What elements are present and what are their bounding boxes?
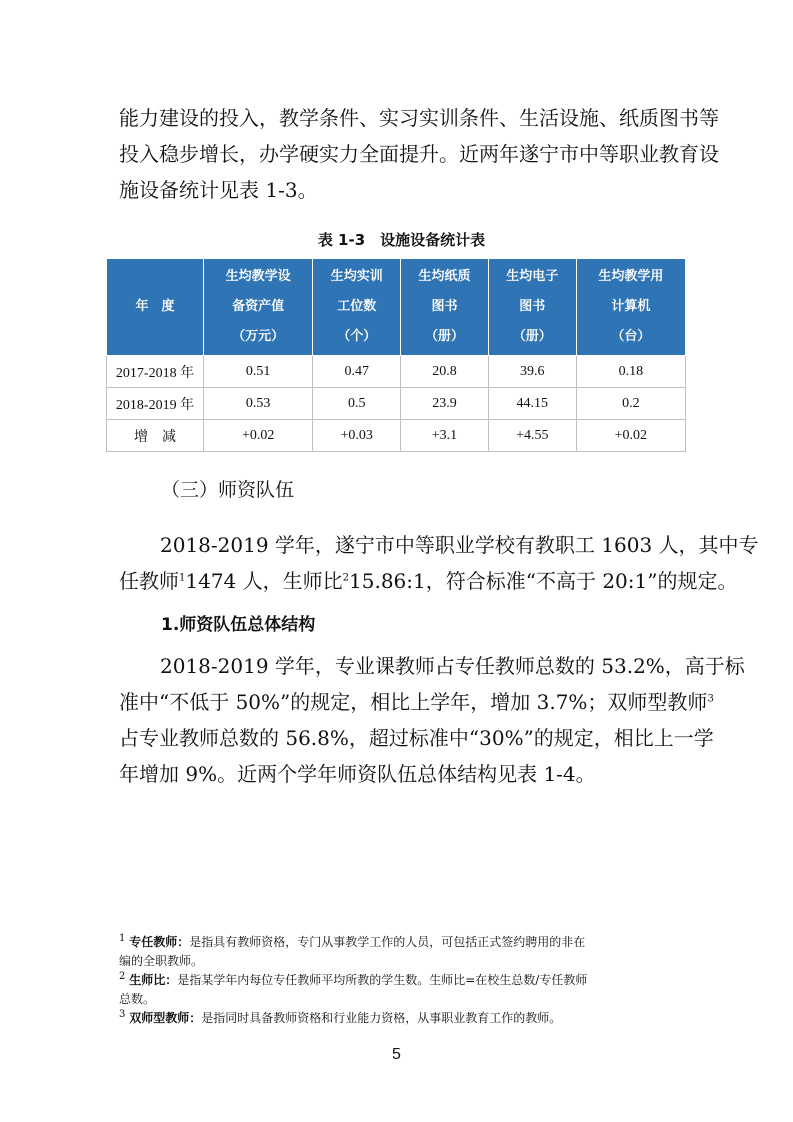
- intro-line: 投入稳步增长，办学硬实力全面提升。近两年遂宁市中等职业教育设: [119, 142, 719, 166]
- footnote-mark: 3: [119, 1009, 126, 1020]
- intro-line: 能力建设的投入，教学条件、实习实训条件、生活设施、纸质图书等: [119, 106, 719, 130]
- footnote: [119, 1009, 699, 1028]
- paragraph-line: 2018-2019 学年，专业课教师占专任教师总数的 53.2%，高于标: [160, 654, 745, 678]
- table-cell: 2018-2019 年: [107, 388, 204, 420]
- header-training-stations: [313, 259, 401, 356]
- table-cell: 20.8: [401, 356, 489, 388]
- text-run: 1474 人，生师比: [185, 569, 343, 593]
- table-cell: +4.55: [488, 420, 576, 452]
- footnote-term: 专任教师：: [129, 935, 190, 949]
- paragraph-line: [119, 684, 714, 720]
- header-line: 年 度: [135, 299, 175, 314]
- footnote-text: 是指某学年内每位专任教师平均所教的学生数。生师比=在校生总数/专任教师: [177, 973, 588, 987]
- header-line: 生均电子: [506, 269, 559, 284]
- header-line: 图书: [431, 299, 458, 314]
- table-caption: 表 1-3 设施设备统计表: [317, 231, 486, 249]
- header-line: 图书: [519, 299, 546, 314]
- footnote-text: 是指同时具备教师资格和行业能力资格，从事职业教育工作的教师。: [201, 1011, 562, 1025]
- subheading: 1.师资队伍总体结构: [161, 615, 316, 635]
- table-cell: 0.51: [204, 356, 313, 388]
- table-cell: 0.2: [576, 388, 685, 420]
- table-cell: 0.18: [576, 356, 685, 388]
- paragraph-line: 年增加 9%。近两个学年师资队伍总体结构见表 1-4。: [119, 762, 596, 786]
- text-run: 任教师: [119, 569, 179, 593]
- intro-line: 施设备统计见表 1-3。: [119, 178, 318, 202]
- text-run: 准中“不低于 50%”的规定，相比上学年，增加 3.7%；双师型教师: [119, 690, 708, 714]
- section-heading: （三）师资队伍: [161, 479, 295, 501]
- text-run: 15.86:1，符合标准“不高于 20:1”的规定。: [349, 569, 738, 593]
- table-cell: +0.03: [313, 420, 401, 452]
- header-e-books: [488, 259, 576, 356]
- table-cell: +0.02: [204, 420, 313, 452]
- footnotes: [119, 933, 699, 1028]
- structure-paragraph: [119, 648, 745, 792]
- footnote-mark: 1: [119, 933, 126, 944]
- header-line: 生均纸质: [418, 269, 471, 284]
- table-row: [107, 420, 686, 452]
- table-cell: +0.02: [576, 420, 685, 452]
- table-cell: 39.6: [488, 356, 576, 388]
- footnote-mark: 2: [119, 971, 126, 982]
- header-year: [107, 259, 204, 356]
- table-cell: 增 减: [107, 420, 204, 452]
- paragraph-line: 2018-2019 学年，遂宁市中等职业学校有教职工 1603 人，其中专: [160, 533, 759, 557]
- footnote-term: 双师型教师：: [129, 1011, 202, 1025]
- table-cell: +3.1: [401, 420, 489, 452]
- table-cell: 0.53: [204, 388, 313, 420]
- header-line: 生均教学设: [225, 269, 291, 284]
- table-cell: 2017-2018 年: [107, 356, 204, 388]
- table-cell: 44.15: [488, 388, 576, 420]
- header-computers: [576, 259, 685, 356]
- header-line: 生均实训: [330, 269, 383, 284]
- paragraph-line: [119, 563, 738, 599]
- footnote-text: 编的全职教师。: [119, 954, 204, 968]
- table-cell: 23.9: [401, 388, 489, 420]
- footnote: [119, 971, 699, 1009]
- footnote: [119, 933, 699, 971]
- header-equipment-value: [204, 259, 313, 356]
- intro-paragraph: [119, 100, 719, 208]
- paragraph-line: 占专业教师总数的 56.8%，超过标准中“30%”的规定，相比上一学: [119, 726, 714, 750]
- header-line: 备资产值: [232, 299, 285, 314]
- table-cell: 0.47: [313, 356, 401, 388]
- header-line: （万元）: [232, 329, 285, 344]
- header-paper-books: [401, 259, 489, 356]
- footnote-text: 是指具有教师资格，专门从事教学工作的人员，可包括正式签约聘用的非在: [189, 935, 586, 949]
- table-row: [107, 356, 686, 388]
- table-row: [107, 388, 686, 420]
- header-line: （台）: [611, 329, 651, 344]
- header-line: （个）: [337, 329, 377, 344]
- footnote-text: 总数。: [119, 992, 156, 1006]
- footnote-ref[interactable]: 2: [342, 572, 350, 584]
- facilities-table: [106, 258, 686, 452]
- footnote-term: 生师比：: [129, 973, 178, 987]
- staff-paragraph: [119, 527, 759, 599]
- table-header-row: [107, 259, 686, 356]
- footnote-ref[interactable]: 3: [707, 693, 714, 705]
- page-number: 5: [392, 1046, 401, 1063]
- table-cell: 0.5: [313, 388, 401, 420]
- header-line: 工位数: [337, 299, 377, 314]
- header-line: （册）: [512, 329, 552, 344]
- header-line: （册）: [424, 329, 464, 344]
- header-line: 生均教学用: [598, 269, 664, 284]
- footnote-ref[interactable]: 1: [179, 572, 186, 584]
- header-line: 计算机: [611, 299, 651, 314]
